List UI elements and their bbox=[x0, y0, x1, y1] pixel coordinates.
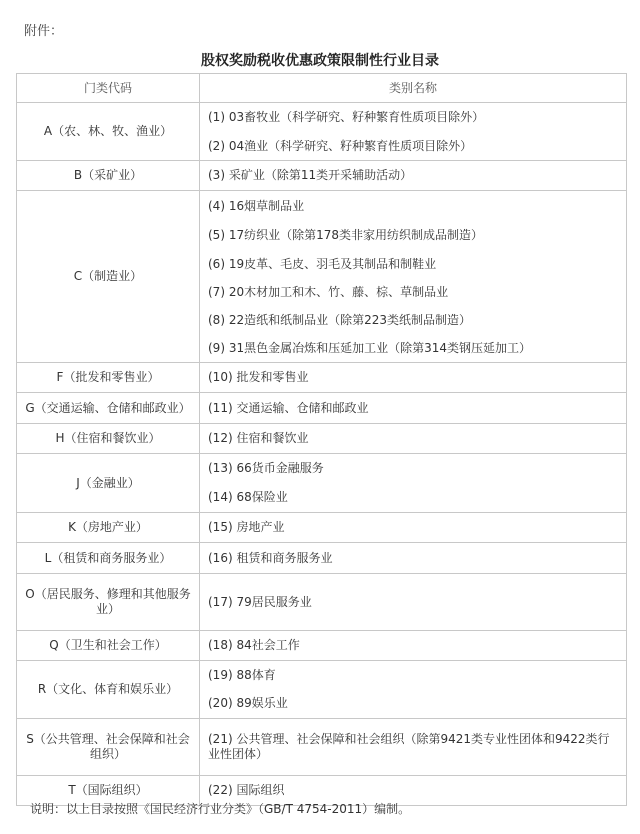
table-row bbox=[17, 719, 627, 776]
table-row bbox=[17, 631, 627, 661]
table-row bbox=[17, 574, 627, 631]
document-title: 股权奖励税收优惠政策限制性行业目录 bbox=[201, 53, 439, 69]
category-code: S（公共管理、社会保障和社会组织） bbox=[17, 719, 200, 776]
category-item: (18) 84社会工作 bbox=[208, 638, 300, 652]
industry-catalog-table bbox=[16, 73, 627, 806]
category-code: F（批发和零售业） bbox=[17, 363, 200, 393]
category-item: (4) 16烟草制品业 bbox=[208, 198, 305, 213]
category-code: R（文化、体育和娱乐业） bbox=[17, 661, 200, 719]
category-code: C（制造业） bbox=[17, 191, 200, 363]
category-item: (13) 66货币金融服务 bbox=[208, 461, 324, 475]
category-names bbox=[200, 574, 627, 631]
table-row bbox=[17, 543, 627, 574]
category-names bbox=[200, 161, 627, 191]
category-code: G（交通运输、仓储和邮政业） bbox=[17, 393, 200, 424]
category-code: O（居民服务、修理和其他服务业） bbox=[17, 574, 200, 631]
category-code: B（采矿业） bbox=[17, 161, 200, 191]
table-row bbox=[17, 103, 627, 161]
category-names bbox=[200, 191, 627, 363]
category-code: T（国际组织） bbox=[17, 776, 200, 806]
category-item: (20) 89娱乐业 bbox=[208, 696, 288, 710]
category-item: (16) 租赁和商务服务业 bbox=[208, 550, 333, 565]
category-item: (5) 17纺织业（除第178类非家用纺织制成品制造） bbox=[208, 228, 483, 242]
table-header-row bbox=[17, 74, 627, 103]
header-code: 门类代码 bbox=[17, 74, 200, 103]
category-names bbox=[200, 631, 627, 661]
table-row bbox=[17, 191, 627, 363]
category-names bbox=[200, 424, 627, 454]
category-item: (2) 04渔业（科学研究、籽种繁育性质项目除外） bbox=[208, 138, 473, 153]
attachment-label: 附件： bbox=[24, 24, 64, 39]
category-item: (8) 22造纸和纸制品业（除第223类纸制品制造） bbox=[208, 312, 471, 327]
table-row bbox=[17, 661, 627, 719]
table-row bbox=[17, 161, 627, 191]
category-item: (6) 19皮革、毛皮、羽毛及其制品和制鞋业 bbox=[208, 256, 437, 271]
category-code: A（农、林、牧、渔业） bbox=[17, 103, 200, 161]
table-row bbox=[17, 513, 627, 543]
category-code: Q（卫生和社会工作） bbox=[17, 631, 200, 661]
table-row bbox=[17, 393, 627, 424]
category-item: (19) 88体育 bbox=[208, 667, 276, 682]
category-item: (11) 交通运输、仓储和邮政业 bbox=[208, 400, 369, 415]
category-code: L（租赁和商务服务业） bbox=[17, 543, 200, 574]
category-item: (21) 公共管理、社会保障和社会组织（除第9421类专业性团体和9422类行业性团体） bbox=[208, 732, 610, 761]
category-names bbox=[200, 513, 627, 543]
header-name: 类别名称 bbox=[200, 74, 627, 103]
footnote: 说明：以上目录按照《国民经济行业分类》（GB/T 4754-2011）编制。 bbox=[30, 802, 411, 816]
table-row bbox=[17, 363, 627, 393]
category-names bbox=[200, 454, 627, 513]
category-code: J（金融业） bbox=[17, 454, 200, 513]
table-row bbox=[17, 454, 627, 513]
category-item: (10) 批发和零售业 bbox=[208, 370, 309, 384]
category-code: K（房地产业） bbox=[17, 513, 200, 543]
category-item: (22) 国际组织 bbox=[208, 783, 285, 797]
category-item: (12) 住宿和餐饮业 bbox=[208, 431, 309, 445]
category-names bbox=[200, 661, 627, 719]
category-item: (9) 31黑色金属冶炼和压延加工业（除第314类钢压延加工） bbox=[208, 340, 531, 355]
category-names bbox=[200, 543, 627, 574]
category-item: (17) 79居民服务业 bbox=[208, 594, 312, 609]
category-item: (1) 03畜牧业（科学研究、籽种繁育性质项目除外） bbox=[208, 110, 485, 124]
category-item: (15) 房地产业 bbox=[208, 520, 285, 534]
category-code: H（住宿和餐饮业） bbox=[17, 424, 200, 454]
category-item: (14) 68保险业 bbox=[208, 490, 288, 504]
category-names bbox=[200, 103, 627, 161]
category-names bbox=[200, 363, 627, 393]
category-names bbox=[200, 393, 627, 424]
category-item: (7) 20木材加工和木、竹、藤、棕、草制品业 bbox=[208, 284, 449, 299]
category-names bbox=[200, 719, 627, 776]
table-row bbox=[17, 424, 627, 454]
category-item: (3) 采矿业（除第11类开采辅助活动） bbox=[208, 168, 413, 182]
